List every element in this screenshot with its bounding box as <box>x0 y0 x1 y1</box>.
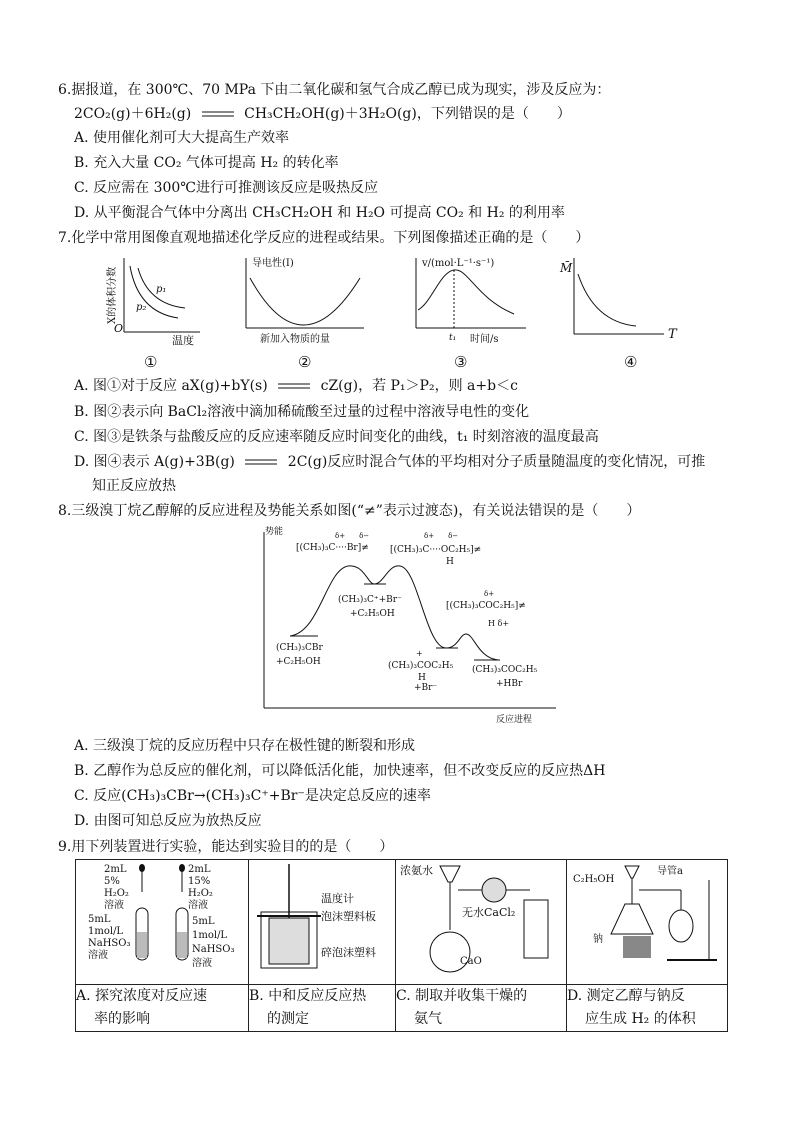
graph1-origin: O <box>114 322 124 335</box>
mid2-br: +Br⁻ <box>414 683 438 693</box>
equilibrium-arrow-icon <box>243 457 279 467</box>
q7-opt-a-pre: A. 图①对于反应 aX(g)+bY(s) <box>74 378 268 394</box>
graph3-ylabel: v/(mol·L⁻¹·s⁻¹) <box>422 258 495 269</box>
end-label: (CH₃)₃COC₂H₅ <box>472 665 538 675</box>
q9-caption-c <box>396 985 567 1032</box>
fig-a-t4: 溶液 <box>104 900 124 911</box>
diagram-ylabel: 势能 <box>265 527 284 537</box>
q6-option-c: C. 反应需在 300℃进行可推测该反应是吸热反应 <box>74 180 378 196</box>
start-label: (CH₃)₃CBr <box>276 643 323 653</box>
q9-figure-d <box>567 860 728 985</box>
graph1-xlabel: 温度 <box>172 334 194 347</box>
q8-option-b: B. 乙醇作为总反应的催化剂，可以降低活化能，加快速率，但不改变反应的反应热ΔH <box>74 763 606 779</box>
q9-figure-b <box>249 860 396 985</box>
caption-c-line1: C. 制取并收集干燥的 <box>396 988 528 1004</box>
ts3-charge: δ+ <box>484 590 495 598</box>
ts1-label: [(CH₃)₃C····Br]≠ <box>296 543 369 553</box>
fig-a-t3: H₂O₂ <box>104 888 129 899</box>
dropper-icon <box>139 864 145 892</box>
fig-a-u7: NaHSO₃ <box>192 944 235 955</box>
fig-b-l2: 泡沫塑料板 <box>321 910 376 923</box>
q9-caption-b <box>249 985 396 1032</box>
graph3-tick-t1: t₁ <box>449 333 457 343</box>
caption-b-line2: 的测定 <box>267 1011 309 1027</box>
collection-bottle-icon <box>524 900 548 958</box>
separatory-funnel-icon <box>669 910 693 942</box>
diagram-xlabel: 反应进程 <box>496 715 533 725</box>
end-label-b: +HBr <box>496 679 523 689</box>
fig-a-u2: 15% <box>188 876 211 887</box>
fig-b-l1: 温度计 <box>321 892 354 905</box>
fig-b-l3: 碎泡沫塑料 <box>321 946 376 959</box>
graph3-xlabel: 时间/s <box>470 334 499 345</box>
ts3-label: [(CH₃)₃COC₂H₅]≠ <box>446 601 526 611</box>
graph1-curve-p1: p₁ <box>156 284 167 295</box>
fig-a-u5: 5mL <box>192 916 215 927</box>
fig-a-u4: 溶液 <box>188 900 208 911</box>
q6-stem: 6.据报道，在 300℃、70 MPa 下由二氧化碳和氢气合成乙醇已成为现实，涉及反应为： <box>58 82 611 98</box>
q7-opt-d-post: 2C(g)反应时混合气体的平均相对分子质量随温度的变化情况，可推 <box>287 454 706 470</box>
graph1-number: ① <box>144 353 158 371</box>
graph4-number: ④ <box>624 353 638 371</box>
ts2-h: H <box>446 557 454 567</box>
q7-opt-a-post: cZ(g)，若 P₁＞P₂，则 a+b＜c <box>320 378 518 394</box>
equilibrium-arrow-icon <box>276 381 312 391</box>
funnel-icon <box>440 866 460 882</box>
fig-a-u3: H₂O₂ <box>188 888 213 899</box>
q9-stem: 9.用下列装置进行实验，能达到实验目的的是（ ） <box>58 839 394 855</box>
q7-graph-1 <box>100 252 210 372</box>
q8-option-d: D. 由图可知总反应为放热反应 <box>74 813 262 829</box>
equilibrium-arrow-icon <box>200 109 236 119</box>
mid2-plus: + <box>416 649 423 658</box>
dropper-icon <box>179 864 185 892</box>
mid1-label: (CH₃)₃C⁺+Br⁻ <box>338 595 402 605</box>
fig-a-u8: 溶液 <box>192 958 212 969</box>
q8-option-c: C. 反应(CH₃)₃CBr→(CH₃)₃C⁺+Br⁻是决定总反应的速率 <box>74 788 431 804</box>
q7-option-b: B. 图②表示向 BaCl₂溶液中滴加稀硫酸至过量的过程中溶液导电性的变化 <box>74 404 530 420</box>
q9-caption-d <box>567 985 728 1032</box>
fig-d-l3: 钠 <box>593 934 603 945</box>
ts2-charges: δ+ δ− <box>424 532 459 540</box>
q8-option-a: A. 三级溴丁烷的反应历程中只存在极性键的断裂和形成 <box>74 738 416 754</box>
caption-b-line1: B. 中和反应反应热 <box>249 988 367 1004</box>
fig-a-u6: 1mol/L <box>192 930 228 941</box>
mid2-h: H <box>418 673 426 683</box>
q8-energy-diagram <box>260 522 560 730</box>
fig-a-t7: NaHSO₃ <box>88 938 131 949</box>
q7-graph-4 <box>556 252 686 372</box>
graph2-number: ② <box>298 353 312 371</box>
q7-option-d <box>74 453 705 471</box>
q9-table <box>75 859 728 1032</box>
fig-c-l3: CaO <box>460 956 482 967</box>
caption-d-line1: D. 测定乙醇与钠反 <box>567 988 685 1004</box>
q7-option-d-line2: 知正反应放热 <box>92 478 176 494</box>
mid1-label-b: +C₂H₅OH <box>350 609 395 619</box>
graph2-ylabel: 导电性(I) <box>252 258 294 269</box>
ts1-charges: δ+ δ− <box>335 532 370 540</box>
graph1-ylabel: X的体积分数 <box>107 266 118 324</box>
graph2-xlabel: 新加入物质的量 <box>260 334 330 345</box>
q7-opt-d-pre: D. 图④表示 A(g)+3B(g) <box>74 454 235 470</box>
q6-option-d: D. 从平衡混合气体中分离出 CH₃CH₂OH 和 H₂O 可提高 CO₂ 和 H₂ 的利用率 <box>74 205 565 221</box>
drying-tube-icon <box>482 878 506 902</box>
q6-option-b: B. 充入大量 CO₂ 气体可提高 H₂ 的转化率 <box>74 155 339 171</box>
q7-option-a <box>74 377 518 395</box>
q6-eq-right: CH₃CH₂OH(g)＋3H₂O(g)，下列错误的是（ ） <box>244 106 571 122</box>
caption-c-line2: 氨气 <box>414 1011 442 1027</box>
ts3-h: H δ+ <box>488 619 510 628</box>
q9-figure-c <box>396 860 567 985</box>
q9-caption-a <box>76 985 249 1032</box>
funnel-icon <box>625 866 639 878</box>
q8-stem: 8.三级溴丁烷乙醇解的反应进程及势能关系如图(“≠”表示过渡态)，有关说法错误的是（ ） <box>58 503 641 519</box>
fig-a-t5: 5mL <box>88 914 111 925</box>
q7-graph-3 <box>404 252 534 372</box>
q9-figure-a <box>76 860 249 985</box>
fig-a-u1: 2mL <box>188 864 211 875</box>
q7-option-c: C. 图③是铁条与盐酸反应的反应速率随反应时间变化的曲线，t₁ 时刻溶液的温度最高 <box>74 429 599 445</box>
q7-stem: 7.化学中常用图像直观地描述化学反应的进程或结果。下列图像描述正确的是（ ） <box>58 230 590 246</box>
flask-icon <box>611 904 653 934</box>
graph1-curve-p2: p₂ <box>136 302 147 313</box>
caption-d-line2: 应生成 H₂ 的体积 <box>585 1011 696 1027</box>
fig-a-t1: 2mL <box>104 864 127 875</box>
graph4-ylabel: M̄ <box>560 261 573 275</box>
mid2-label: (CH₃)₃COC₂H₅ <box>388 661 454 671</box>
q6-equation <box>74 105 571 123</box>
graph4-xlabel: T <box>668 327 677 342</box>
caption-a-line2: 率的影响 <box>94 1011 150 1027</box>
q6-eq-left: 2CO₂(g)＋6H₂(g) <box>74 106 192 122</box>
fig-d-l2: 导管a <box>657 866 683 877</box>
ts2-label: [(CH₃)₃C····OC₂H₅]≠ <box>390 545 482 555</box>
fig-c-l1: 浓氨水 <box>400 864 433 877</box>
caption-a-line1: A. 探究浓度对反应速 <box>76 988 208 1004</box>
fig-a-t2: 5% <box>104 876 120 887</box>
start-label-b: +C₂H₅OH <box>276 657 321 667</box>
graph3-number: ③ <box>454 353 468 371</box>
q6-option-a: A. 使用催化剂可大大提高生产效率 <box>74 130 290 146</box>
fig-c-l2: 无水CaCl₂ <box>462 906 516 919</box>
q7-graph-2 <box>232 252 372 372</box>
fig-a-t8: 溶液 <box>88 950 108 961</box>
fig-a-t6: 1mol/L <box>88 926 124 937</box>
fig-d-l1: C₂H₅OH <box>573 874 615 885</box>
